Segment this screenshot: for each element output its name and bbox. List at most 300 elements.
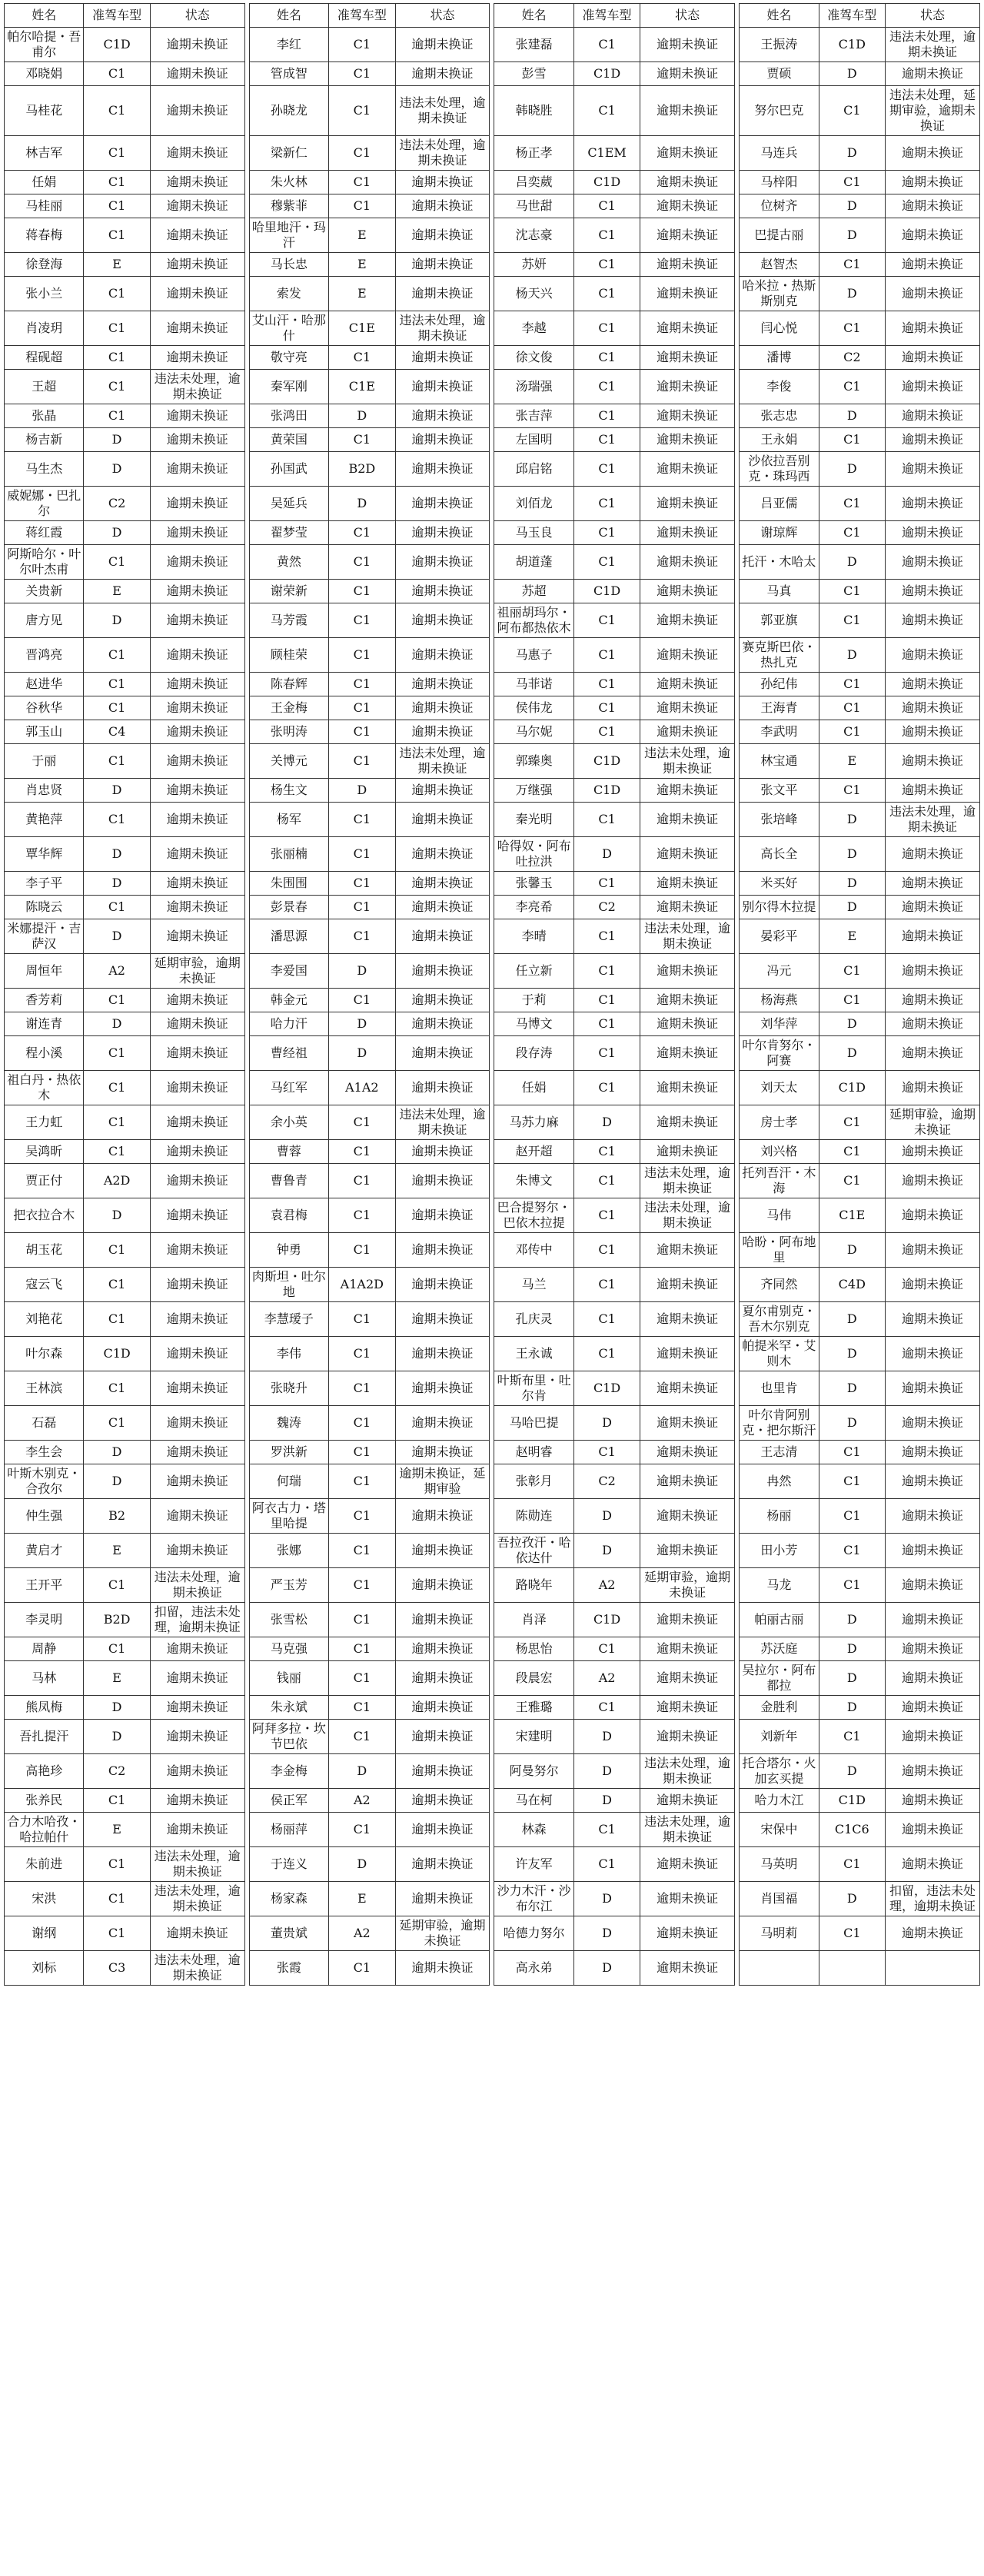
cell-status: 逾期未换证 [395,1337,490,1371]
cell-license-class: B2D [329,452,395,487]
cell-status: 逾期未换证 [150,603,244,638]
cell-license-class: C1 [573,1164,640,1198]
cell-license-class: C1 [84,696,150,720]
cell-name: 吕亚儒 [740,487,819,521]
cell-status: 逾期未换证 [640,218,735,253]
cell-status: 逾期未换证 [150,311,244,346]
cell-status: 逾期未换证 [395,638,490,673]
cell-name: 马哈巴提 [494,1406,573,1441]
cell-status: 逾期未换证 [395,1164,490,1198]
cell-status: 逾期未换证 [885,1268,979,1302]
cell-status: 延期审验，逾期未换证 [640,1568,735,1603]
cell-status: 逾期未换证 [150,1499,244,1534]
cell-name: 哈力汗 [249,1012,328,1036]
cell-status: 逾期未换证 [640,136,735,171]
cell-name: 马兰 [494,1268,573,1302]
header-license-class: 准驾车型 [329,4,395,28]
cell-status: 逾期未换证 [640,253,735,277]
cell-status: 逾期未换证 [885,896,979,919]
cell-status: 逾期未换证 [640,580,735,603]
cell-name: 谢荣新 [249,580,328,603]
cell-license-class: D [84,1696,150,1720]
cell-status: 逾期未换证 [150,1534,244,1568]
cell-status: 逾期未换证 [885,194,979,218]
cell-status: 逾期未换证 [150,896,244,919]
cell-name: 郭臻奥 [494,744,573,779]
cell-status: 逾期未换证 [395,989,490,1012]
cell-license-class: D [84,1012,150,1036]
cell-name: 贾硕 [740,62,819,86]
cell-license-class: C1 [84,1140,150,1164]
cell-license-class: C1 [84,1268,150,1302]
cell-license-class: C1 [329,803,395,837]
cell-status: 逾期未换证 [640,1603,735,1637]
cell-status: 逾期未换证 [395,1071,490,1105]
cell-name: 赵智杰 [740,253,819,277]
cell-license-class: D [329,487,395,521]
cell-status: 逾期未换证 [640,696,735,720]
cell-name: 叶尔森 [5,1337,84,1371]
table-row [5,919,980,954]
cell-license-class: D [819,277,885,311]
cell-name: 李晴 [494,919,573,954]
cell-name: 沙力木汗・沙布尔江 [494,1882,573,1916]
cell-name: 王雅璐 [494,1696,573,1720]
cell-license-class: C1 [329,1696,395,1720]
cell-name: 晋鸿亮 [5,638,84,673]
cell-name: 任娟 [494,1071,573,1105]
cell-status: 逾期未换证 [395,580,490,603]
cell-status: 逾期未换证 [150,1720,244,1754]
cell-status: 逾期未换证 [395,171,490,194]
cell-license-class: C1 [819,1568,885,1603]
cell-status: 逾期未换证 [395,1951,490,1986]
cell-status: 逾期未换证 [395,1847,490,1882]
cell-name: 叶斯木别克・合孜尔 [5,1464,84,1499]
cell-license-class: C1 [84,744,150,779]
cell-name: 曹蓉 [249,1140,328,1164]
cell-name: 孙纪伟 [740,673,819,696]
cell-license-class: C1 [84,194,150,218]
cell-name: 闫心悦 [740,311,819,346]
cell-name: 何瑞 [249,1464,328,1499]
cell-name: 孔庆灵 [494,1302,573,1337]
cell-name: 谷秋华 [5,696,84,720]
cell-license-class: C1 [573,1233,640,1268]
cell-status: 逾期未换证 [885,1789,979,1813]
cell-license-class: E [329,253,395,277]
header-license-class: 准驾车型 [573,4,640,28]
cell-status: 逾期未换证 [640,428,735,452]
table-row [5,311,980,346]
cell-license-class: A2 [329,1789,395,1813]
cell-license-class: D [819,1603,885,1637]
cell-name: 香芳莉 [5,989,84,1012]
cell-status: 逾期未换证 [640,1268,735,1302]
cell-name: 吴延兵 [249,487,328,521]
cell-name: 沙依拉吾别克・珠玛西 [740,452,819,487]
table-row [5,545,980,580]
cell-name: 朱博文 [494,1164,573,1198]
cell-name: 宋建明 [494,1720,573,1754]
cell-status: 逾期未换证 [885,62,979,86]
cell-name: 朱前进 [5,1847,84,1882]
cell-license-class: D [573,1951,640,1986]
cell-license-class: C1D [573,744,640,779]
cell-license-class: C1 [329,1406,395,1441]
cell-name: 谢琼辉 [740,521,819,545]
cell-name: 李灵明 [5,1603,84,1637]
cell-name: 巴合提努尔・巴依木拉提 [494,1198,573,1233]
cell-status: 逾期未换证 [885,603,979,638]
cell-name: 马生杰 [5,452,84,487]
cell-license-class: C1 [573,1036,640,1071]
cell-status: 逾期未换证 [885,919,979,954]
cell-status: 逾期未换证 [395,404,490,428]
cell-license-class: D [819,218,885,253]
cell-license-class: C1 [329,1499,395,1534]
cell-status: 逾期未换证 [640,1233,735,1268]
cell-license-class: D [329,1754,395,1789]
cell-license-class: C1 [84,1371,150,1406]
cell-name: 张馨玉 [494,872,573,896]
cell-license-class: C1D [573,171,640,194]
cell-name: 哈米拉・热斯斯别克 [740,277,819,311]
cell-name: 李生会 [5,1441,84,1464]
cell-name: 蒋红霞 [5,521,84,545]
cell-license-class: D [573,1916,640,1951]
cell-license-class: D [329,1036,395,1071]
cell-status: 逾期未换证 [885,1198,979,1233]
cell-name: 任娟 [5,171,84,194]
cell-license-class: C2 [573,896,640,919]
cell-license-class: E [84,1813,150,1847]
cell-status: 违法未处理，逾期未换证 [395,1105,490,1140]
cell-license-class: D [84,603,150,638]
cell-license-class: E [819,744,885,779]
cell-status: 逾期未换证 [395,603,490,638]
table-row [5,720,980,744]
cell-status: 逾期未换证 [150,1813,244,1847]
cell-name: 马真 [740,580,819,603]
table-row [5,1371,980,1406]
cell-status: 逾期未换证 [640,1847,735,1882]
cell-license-class: C1 [573,545,640,580]
cell-name: 黄然 [249,545,328,580]
cell-license-class: C1 [329,919,395,954]
cell-status: 逾期未换证 [640,720,735,744]
cell-name: 侯正军 [249,1789,328,1813]
header-name: 姓名 [494,4,573,28]
cell-name: 王永诚 [494,1337,573,1371]
cell-license-class: C1 [819,954,885,989]
cell-status: 逾期未换证 [640,28,735,62]
cell-status: 逾期未换证 [395,1233,490,1268]
header-name: 姓名 [5,4,84,28]
cell-license-class: D [84,1198,150,1233]
cell-license-class: C1D [819,28,885,62]
cell-status: 逾期未换证 [885,404,979,428]
cell-status: 逾期未换证 [640,86,735,136]
cell-license-class: D [573,1720,640,1754]
cell-license-class: C1 [329,1813,395,1847]
cell-name: 杨正孝 [494,136,573,171]
cell-license-class: C1 [573,1198,640,1233]
cell-name: 陈勋连 [494,1499,573,1534]
cell-license-class: D [84,1441,150,1464]
table-row [5,136,980,171]
cell-status: 违法未处理，逾期未换证 [640,1754,735,1789]
cell-name: 熊凤梅 [5,1696,84,1720]
cell-name: 秦军刚 [249,370,328,404]
cell-name: 杨家森 [249,1882,328,1916]
cell-license-class: C1 [573,1012,640,1036]
cell-status: 违法未处理，逾期未换证 [640,1198,735,1233]
cell-name: 位树齐 [740,194,819,218]
cell-license-class: D [329,954,395,989]
cell-license-class: D [573,837,640,872]
cell-license-class: A2 [329,1916,395,1951]
cell-name: 马桂花 [5,86,84,136]
cell-name: 马英明 [740,1847,819,1882]
cell-status: 逾期未换证 [395,919,490,954]
cell-status: 逾期未换证 [150,452,244,487]
cell-name: 帕提米罕・艾则木 [740,1337,819,1371]
cell-name: 马林 [5,1661,84,1696]
cell-status: 逾期未换证 [150,1071,244,1105]
cell-status: 逾期未换证 [885,277,979,311]
cell-name: 马红军 [249,1071,328,1105]
cell-license-class: A2D [84,1164,150,1198]
table-row [5,218,980,253]
cell-status: 逾期未换证 [395,1406,490,1441]
table-row [5,989,980,1012]
cell-license-class: C1 [573,673,640,696]
cell-name: 李金梅 [249,1754,328,1789]
cell-name: 赵进华 [5,673,84,696]
cell-name: 曹鲁青 [249,1164,328,1198]
cell-license-class: C1 [573,954,640,989]
cell-status: 逾期未换证 [885,954,979,989]
cell-status: 逾期未换证 [640,1441,735,1464]
cell-name: 覃华辉 [5,837,84,872]
table-row [5,1036,980,1071]
cell-license-class: C1 [84,1036,150,1071]
cell-license-class: C1 [84,311,150,346]
cell-license-class: C1 [329,1603,395,1637]
cell-license-class: C1 [573,1337,640,1371]
cell-name: 杨丽萍 [249,1813,328,1847]
cell-license-class: C1 [329,1164,395,1198]
cell-name: 路晓年 [494,1568,573,1603]
cell-name: 吴鸿昕 [5,1140,84,1164]
cell-license-class: D [573,1789,640,1813]
table-row [5,779,980,803]
cell-license-class: A1A2 [329,1071,395,1105]
cell-status: 逾期未换证 [395,62,490,86]
table-row [5,896,980,919]
cell-status: 逾期未换证 [150,545,244,580]
cell-status: 逾期未换证 [150,1661,244,1696]
cell-name: 张吉萍 [494,404,573,428]
cell-name: 苏超 [494,580,573,603]
cell-license-class: C1 [84,86,150,136]
table-row [5,62,980,86]
cell-license-class: C1 [329,1441,395,1464]
cell-status: 逾期未换证 [885,837,979,872]
cell-license-class: C4 [84,720,150,744]
cell-name: 蒋春梅 [5,218,84,253]
cell-name: 马长忠 [249,253,328,277]
cell-license-class: E [84,1661,150,1696]
cell-status: 逾期未换证 [885,1661,979,1696]
cell-name: 任立新 [494,954,573,989]
cell-license-class: C1 [819,673,885,696]
cell-name: 余小英 [249,1105,328,1140]
cell-name: 贾正付 [5,1164,84,1198]
cell-license-class: C1E [819,1198,885,1233]
cell-status: 逾期未换证 [150,638,244,673]
cell-status: 逾期未换证 [150,720,244,744]
cell-license-class: C1 [819,86,885,136]
cell-license-class: C1 [84,171,150,194]
cell-name: 王林滨 [5,1371,84,1406]
cell-status: 逾期未换证 [885,872,979,896]
cell-name: 翟梦莹 [249,521,328,545]
cell-license-class: C1 [819,253,885,277]
cell-status: 逾期未换证 [150,989,244,1012]
cell-status: 逾期未换证 [395,1637,490,1661]
cell-license-class: A2 [84,954,150,989]
cell-name: 吕奕葳 [494,171,573,194]
cell-status: 逾期未换证 [395,28,490,62]
cell-license-class: C1 [819,1534,885,1568]
table-row [5,1916,980,1951]
cell-status: 逾期未换证 [640,1637,735,1661]
cell-name: 阿斯哈尔・叶尔叶杰甫 [5,545,84,580]
cell-license-class: C1 [573,603,640,638]
cell-license-class: C1 [573,1441,640,1464]
cell-license-class: C1 [819,989,885,1012]
cell-license-class: E [329,1882,395,1916]
table-row [5,346,980,370]
cell-name: 高艳珍 [5,1754,84,1789]
header-name: 姓名 [740,4,819,28]
cell-status: 逾期未换证 [150,803,244,837]
cell-name: 哈力木江 [740,1789,819,1813]
cell-name: 马龙 [740,1568,819,1603]
cell-license-class: C4D [819,1268,885,1302]
cell-name: 李越 [494,311,573,346]
cell-license-class: C1 [819,779,885,803]
cell-status: 延期审验，逾期未换证 [395,1916,490,1951]
cell-name: 刘华萍 [740,1012,819,1036]
cell-name: 祖丽胡玛尔・阿布都热依木 [494,603,573,638]
cell-name: 马克强 [249,1637,328,1661]
cell-license-class: C1 [84,404,150,428]
cell-license-class: D [819,136,885,171]
cell-license-class: C1 [84,370,150,404]
cell-name: 潘思源 [249,919,328,954]
cell-license-class: D [819,1882,885,1916]
cell-status: 逾期未换证 [885,346,979,370]
cell-license-class: C2 [819,346,885,370]
cell-name: 魏涛 [249,1406,328,1441]
cell-status: 逾期未换证 [640,1140,735,1164]
cell-name: 李俊 [740,370,819,404]
cell-name: 杨天兴 [494,277,573,311]
cell-license-class: C1 [329,989,395,1012]
cell-name: 张娜 [249,1534,328,1568]
cell-name: 黄荣国 [249,428,328,452]
cell-status: 逾期未换证 [150,580,244,603]
cell-license-class: C1 [84,346,150,370]
cell-status: 扣留，违法未处理，逾期未换证 [150,1603,244,1637]
cell-license-class: C1 [84,673,150,696]
cell-name: 韩金元 [249,989,328,1012]
cell-name: 夏尔甫别克・吾木尔别克 [740,1302,819,1337]
cell-status: 逾期未换证 [885,545,979,580]
cell-license-class: C1 [819,1105,885,1140]
cell-license-class: C1 [819,1140,885,1164]
cell-license-class: D [819,1371,885,1406]
cell-license-class: D [819,1302,885,1337]
table-row [5,487,980,521]
cell-status: 违法未处理，逾期未换证 [640,919,735,954]
cell-license-class: D [573,1882,640,1916]
cell-license-class: C1 [329,638,395,673]
table-row [5,1789,980,1813]
cell-license-class: C1 [329,1637,395,1661]
table-row [5,1464,980,1499]
cell-status: 逾期未换证 [640,171,735,194]
cell-license-class: D [819,545,885,580]
cell-status: 违法未处理，逾期未换证 [640,1164,735,1198]
cell-license-class: C1 [329,194,395,218]
cell-license-class: D [573,1534,640,1568]
cell-status: 违法未处理，逾期未换证 [150,1847,244,1882]
cell-status: 逾期未换证 [395,428,490,452]
cell-name: 马尔妮 [494,720,573,744]
cell-license-class: B2 [84,1499,150,1534]
cell-status: 逾期未换证 [150,194,244,218]
cell-name: 阿衣古力・塔里哈提 [249,1499,328,1534]
cell-license-class: C1 [573,1268,640,1302]
cell-license-class: C1 [329,346,395,370]
cell-status: 逾期未换证 [640,896,735,919]
cell-name: 王志清 [740,1441,819,1464]
cell-license-class: C1 [819,1499,885,1534]
cell-status: 逾期未换证 [395,896,490,919]
cell-name: 刘佰龙 [494,487,573,521]
cell-license-class: C1 [573,803,640,837]
cell-license-class: C1 [573,194,640,218]
cell-name: 秦光明 [494,803,573,837]
cell-license-class: C1 [84,1233,150,1268]
cell-name: 杨吉新 [5,428,84,452]
cell-license-class: C1 [329,1568,395,1603]
cell-license-class: D [819,1036,885,1071]
header-name: 姓名 [249,4,328,28]
cell-status: 违法未处理，逾期未换证 [885,28,979,62]
cell-name: 马玉良 [494,521,573,545]
cell-license-class: D [819,1696,885,1720]
cell-license-class: C1 [329,720,395,744]
cell-status: 逾期未换证 [150,696,244,720]
cell-status: 逾期未换证 [150,1233,244,1268]
cell-license-class: B2D [84,1603,150,1637]
cell-status: 逾期未换证 [885,1720,979,1754]
